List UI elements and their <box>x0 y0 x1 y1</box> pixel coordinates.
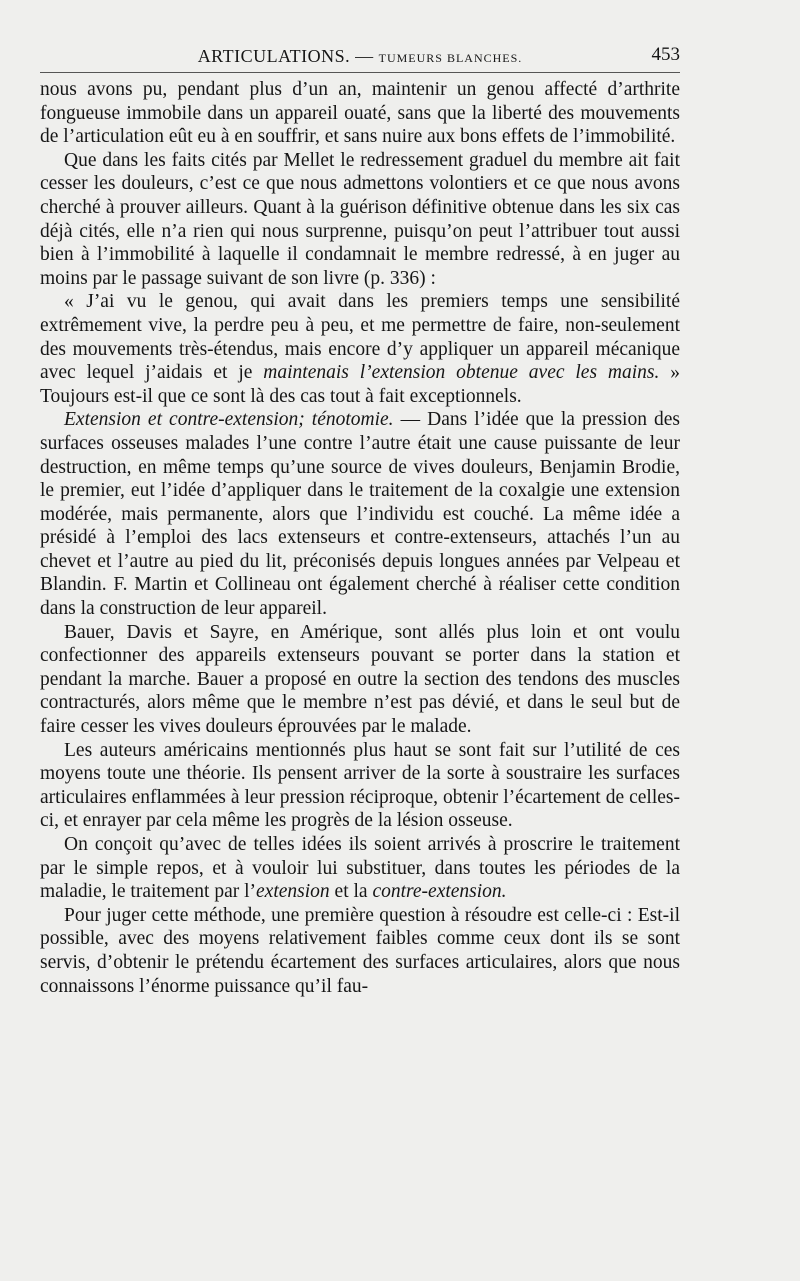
paragraph <box>40 621 680 739</box>
text-run: On conçoit qu’avec de telles idées ils soient arrivés à proscrire le traitement par le simple repos, et à vouloir lui substituer, dans toutes les périodes de la maladie, le traitement par l’ <box>40 834 680 903</box>
running-title-sub: TUMEURS BLANCHES. <box>378 51 523 65</box>
body-text <box>40 78 680 998</box>
italic-text: maintenais l’extension obtenue avec les mains. <box>263 362 660 384</box>
italic-text: extension <box>256 881 330 903</box>
text-run: » Toujours est-il que ce sont là des cas tout à fait exceptionnels. <box>40 362 681 407</box>
text-run: « J’ai vu le genou, qui avait dans les premiers temps une sensibilité extrêmement vive, la perdre peu à peu, et me permettre de faire, non-seulement des mouvements très-étendus, mais encore d’y appliquer un appareil mécanique avec lequel j’aidais et je <box>40 291 680 384</box>
text-run: et la <box>329 881 373 903</box>
italic-text: Extension et contre-extension; ténotomie. <box>64 409 394 431</box>
paragraph <box>40 78 680 149</box>
paragraph <box>40 739 680 833</box>
paragraph <box>40 149 680 291</box>
header-rule <box>40 72 680 73</box>
running-title <box>40 46 680 67</box>
page-number: 453 <box>651 44 680 65</box>
text-run: Les auteurs américains mentionnés plus haut se sont fait sur l’utilité de ces moyens toute une théorie. Ils pensent arriver de la sorte à soustraire les surfaces articulaires enflammées à leur pression réciproque, obtenir l’écartement de celles-ci, et enrayer par cela même les progrès de la lésion osseuse. <box>40 739 680 832</box>
paragraph <box>40 904 680 998</box>
running-title-main: ARTICULATIONS. <box>197 46 351 66</box>
text-run: Bauer, Davis et Sayre, en Amérique, sont allés plus loin et ont voulu confectionner des appareils extenseurs pouvant se porter dans la station et pendant la marche. Bauer a proposé en outre la section des tendons des muscles contracturés, alors même que le membre n’est pas dévié, et dans le seul but de faire cesser les vives douleurs éprouvées par le malade. <box>40 621 680 738</box>
paragraph <box>40 408 680 620</box>
running-title-dash: — <box>355 46 374 66</box>
italic-text: contre-extension. <box>372 881 507 903</box>
paragraph <box>40 290 680 408</box>
text-run: nous avons pu, pendant plus d’un an, maintenir un genou affecté d’arthrite fongueuse immobile dans un appareil ouaté, sans que la liberté des mouvements de l’articulation eût eu à en souffrir, et sans nuire aux bons effets de l’immobilité. <box>40 79 680 148</box>
paragraph <box>40 833 680 904</box>
text-run: Que dans les faits cités par Mellet le redressement graduel du membre ait fait cesser les douleurs, c’est ce que nous admettons volontiers et ce que nous avons cherché à prouver ailleurs. Quant à la guérison définitive obtenue dans les six cas déjà cités, elle n’a rien qui nous surprenne, puisqu’on peut l’attribuer tout aussi bien à l’immobilité à laquelle il condamnait le membre redressé, à en juger au moins par le passage suivant de son livre (p. 336) : <box>40 149 680 289</box>
text-run: — Dans l’idée que la pression des surfaces osseuses malades l’une contre l’autre était une cause puissante de leur destruction, en même temps qu’une source de vives douleurs, Benjamin Brodie, le premier, eut l’idée d’appliquer dans le traitement de la coxalgie une extension modérée, mais permanente, alors que l’individu est couché. La même idée a présidé à l’emploi des lacs extenseurs et contre-extenseurs, attachés l’un au chevet et l’autre au pied du lit, préconisés depuis longues années par Velpeau et Blandin. F. Martin et Collineau ont également cherché à réaliser cette condition dans la construction de leur appareil. <box>40 409 680 620</box>
running-header <box>40 42 680 72</box>
text-run: Pour juger cette méthode, une première question à résoudre est celle-ci : Est-il possible, avec des moyens relativement faibles comme ceux dont ils se sont servis, d’obtenir le prétendu écartement des surfaces articulaires, alors que nous connaissons l’énorme puissance qu’il fau- <box>40 904 680 997</box>
